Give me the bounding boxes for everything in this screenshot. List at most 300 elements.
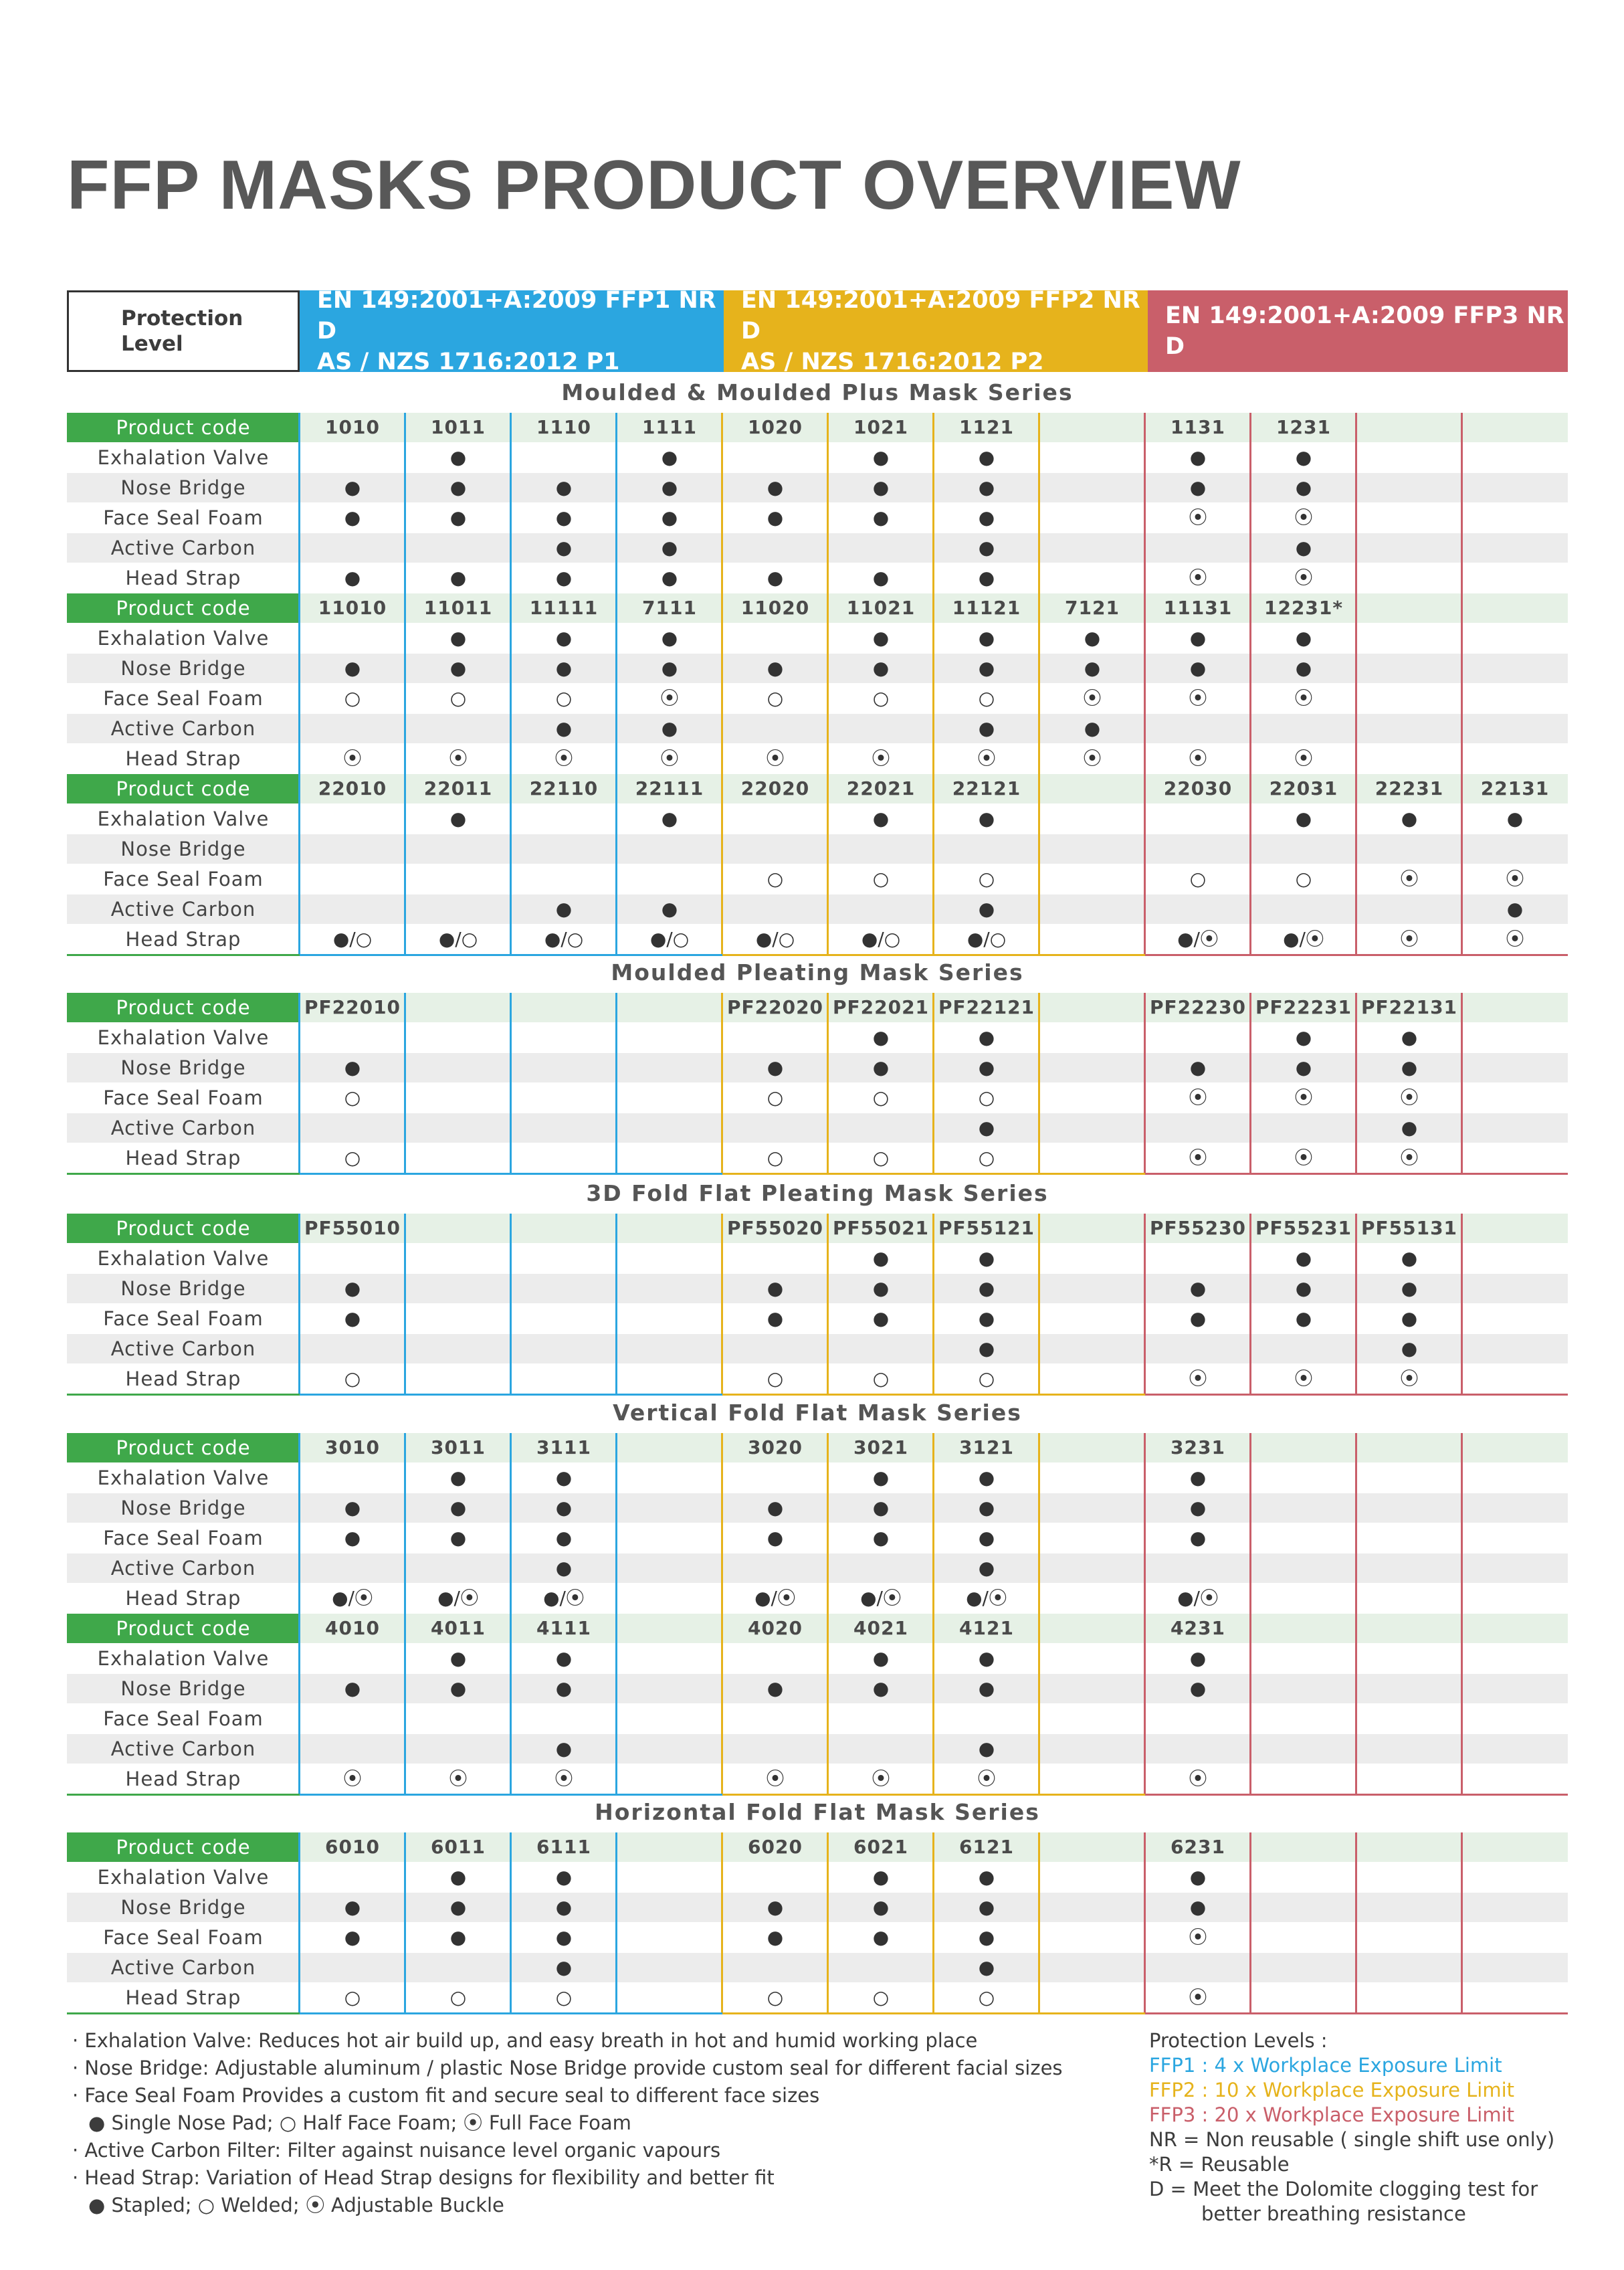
- column-divider: [615, 1433, 617, 1794]
- feature-cell: ●: [1189, 1497, 1207, 1519]
- product-code-row: [67, 1433, 1568, 1462]
- feature-cell: [1462, 1674, 1568, 1703]
- product-code-cell: 22020: [740, 777, 810, 799]
- product-code-cell: 6020: [748, 1836, 803, 1858]
- feature-cell: [1356, 533, 1462, 563]
- product-code-cell: 4010: [325, 1617, 380, 1639]
- feature-cell: ●: [1295, 1056, 1312, 1078]
- feature-cell: [1039, 1083, 1145, 1113]
- feature-cell: [300, 1553, 405, 1583]
- section-bottom-rule: [722, 1794, 1145, 1796]
- feature-cell: ⦿: [1399, 928, 1419, 950]
- feature-cell: ●: [1189, 1467, 1207, 1489]
- feature-cell: [1039, 533, 1145, 563]
- feature-cell: [1145, 1244, 1251, 1273]
- section-bottom-rule: [1145, 1173, 1568, 1175]
- product-code-cell: [1462, 1614, 1568, 1643]
- feature-cell: [300, 624, 405, 653]
- feature-cell: ●: [872, 1497, 890, 1519]
- feature-cell: ●: [555, 657, 573, 679]
- feature-cell: [405, 1143, 511, 1173]
- feature-cell: [1039, 1584, 1145, 1613]
- product-code-cell: PF55231: [1255, 1217, 1352, 1239]
- column-divider: [1144, 993, 1146, 1173]
- feature-cell: [617, 1764, 722, 1794]
- feature-cell: ●: [555, 476, 573, 498]
- feature-cell: ○: [449, 687, 467, 709]
- feature-cell: ●: [767, 476, 784, 498]
- feature-cell: [722, 1463, 828, 1493]
- feature-cell: ⦿: [554, 747, 573, 769]
- feature-cell: [511, 1113, 617, 1143]
- section-bottom-rule: [1145, 1794, 1568, 1796]
- feature-cell: ○: [555, 687, 573, 709]
- feature-cell: [1356, 1523, 1462, 1553]
- feature-cell: [617, 1553, 722, 1583]
- product-code-cell: 4121: [959, 1617, 1014, 1639]
- feature-cell: ●: [449, 1497, 467, 1519]
- product-code-cell: [1462, 593, 1568, 623]
- feature-row-active-carbon: [67, 1734, 1568, 1764]
- product-code-cell: [511, 993, 617, 1022]
- feature-cell: ⦿: [1294, 506, 1313, 529]
- feature-cell: [722, 1734, 828, 1764]
- page-title: FFP MASKS PRODUCT OVERVIEW: [67, 147, 1241, 224]
- feature-cell: [722, 714, 828, 743]
- product-code-cell: [1039, 1214, 1145, 1243]
- feature-cell: ●: [555, 1896, 573, 1918]
- feature-row-active-carbon: [67, 533, 1568, 563]
- feature-cell: [722, 1334, 828, 1363]
- feature-cell: [1356, 1584, 1462, 1613]
- product-code-cell: [617, 1832, 722, 1862]
- feature-cell: [405, 1334, 511, 1363]
- feature-row-exhalation-valve: [67, 443, 1568, 472]
- column-divider: [1355, 413, 1357, 954]
- note-active-carbon: · Active Carbon Filter: Filter against nuisance level organic vapours: [72, 2139, 721, 2162]
- section-bottom-rule: [300, 2012, 722, 2014]
- product-code-cell: 1111: [642, 416, 697, 438]
- product-code-row: [67, 993, 1568, 1022]
- feature-cell: [828, 834, 934, 864]
- feature-cell: ●: [1189, 446, 1207, 468]
- feature-cell: ○: [767, 1367, 784, 1390]
- product-code-cell: 22231: [1375, 777, 1444, 799]
- feature-cell: [1462, 654, 1568, 683]
- product-code-cell: 3011: [431, 1436, 486, 1458]
- feature-cell: ●/⦿: [332, 1587, 373, 1609]
- product-code-cell: [1356, 1433, 1462, 1462]
- feature-cell: ⦿: [871, 747, 890, 769]
- feature-cell: [1251, 1334, 1356, 1363]
- feature-cell: ●: [767, 1277, 784, 1299]
- product-code-cell: 6011: [431, 1836, 486, 1858]
- feature-cell: ●: [344, 1056, 361, 1078]
- column-divider: [1038, 1214, 1040, 1394]
- feature-label-head-strap: Head Strap: [125, 1986, 241, 2009]
- section-title-moulded-pleating-mask-series: Moulded Pleating Mask Series: [611, 959, 1024, 985]
- feature-cell: [1462, 1584, 1568, 1613]
- feature-cell: ●: [767, 1896, 784, 1918]
- feature-cell: ●: [872, 1056, 890, 1078]
- feature-cell: [617, 1523, 722, 1553]
- column-divider: [298, 993, 300, 1173]
- feature-cell: ●: [978, 1056, 995, 1078]
- feature-cell: ●: [555, 1737, 573, 1760]
- product-code-cell: [1462, 1433, 1568, 1462]
- feature-cell: ●: [1401, 1307, 1418, 1329]
- feature-cell: ●: [872, 1026, 890, 1048]
- feature-cell: [828, 1334, 934, 1363]
- feature-row-active-carbon: [67, 714, 1568, 743]
- feature-cell: ●: [1401, 1026, 1418, 1048]
- feature-cell: [722, 1553, 828, 1583]
- column-divider: [721, 413, 723, 954]
- ffp1-standard-line-1: EN 149:2001+A:2009 FFP1 NR D: [317, 287, 716, 345]
- feature-cell: ⦿: [1399, 1367, 1419, 1390]
- product-code-cell: 3231: [1171, 1436, 1225, 1458]
- section-bottom-rule: [722, 1394, 1145, 1396]
- column-divider: [615, 993, 617, 1173]
- feature-cell: ●: [449, 446, 467, 468]
- feature-cell: ●: [872, 1247, 890, 1269]
- feature-cell: ○: [872, 1367, 890, 1390]
- feature-label-exhalation-valve: Exhalation Valve: [97, 1866, 270, 1889]
- product-code-cell: [511, 1214, 617, 1243]
- column-divider: [1144, 1214, 1146, 1394]
- legend-ffp1: FFP1 : 4 x Workplace Exposure Limit: [1149, 2054, 1502, 2077]
- feature-cell: [617, 1463, 722, 1493]
- product-code-cell: [1462, 1214, 1568, 1243]
- feature-row-active-carbon: [67, 1953, 1568, 1982]
- feature-row-nose-bridge: [67, 1493, 1568, 1523]
- feature-cell: [617, 1244, 722, 1273]
- section-title-vertical-fold-flat-mask-series: Vertical Fold Flat Mask Series: [613, 1400, 1022, 1426]
- feature-label-head-strap: Head Strap: [125, 1587, 241, 1610]
- feature-cell: [300, 894, 405, 924]
- product-code-cell: PF22230: [1149, 996, 1247, 1018]
- feature-cell: ●: [1189, 1677, 1207, 1699]
- protection-level-line-2: Level: [121, 332, 183, 356]
- feature-cell: ○: [344, 1147, 361, 1169]
- feature-cell: ⦿: [765, 747, 785, 769]
- product-code-cell: PF55021: [832, 1217, 930, 1239]
- feature-cell: [617, 1674, 722, 1703]
- feature-label-nose-bridge: Nose Bridge: [120, 1277, 246, 1300]
- product-code-cell: 4011: [431, 1617, 486, 1639]
- feature-cell: ●: [978, 1956, 995, 1978]
- feature-cell: [300, 1244, 405, 1273]
- product-code-cell: 22111: [635, 777, 704, 799]
- column-divider: [827, 413, 829, 954]
- feature-cell: ○: [872, 1986, 890, 2008]
- section-bottom-rule: [1145, 954, 1568, 956]
- feature-cell: [1462, 1113, 1568, 1143]
- column-divider: [298, 1214, 300, 1394]
- column-divider: [1249, 1832, 1251, 2012]
- legend-title: Protection Levels :: [1149, 2029, 1328, 2052]
- feature-cell: [1462, 1764, 1568, 1794]
- feature-cell: ●: [661, 627, 678, 649]
- feature-cell: ⦿: [1188, 1367, 1207, 1390]
- feature-cell: ●: [978, 1527, 995, 1549]
- feature-cell: ●: [555, 1956, 573, 1978]
- feature-cell: [617, 1893, 722, 1922]
- feature-cell: [828, 1734, 934, 1764]
- column-divider: [615, 413, 617, 954]
- feature-row-face-seal-foam: [67, 684, 1568, 713]
- feature-cell: [1356, 1983, 1462, 2012]
- feature-cell: ●: [1295, 1277, 1312, 1299]
- product-code-cell: 6021: [853, 1836, 908, 1858]
- feature-label-head-strap: Head Strap: [125, 747, 241, 770]
- feature-cell: ●: [978, 1117, 995, 1139]
- feature-label-exhalation-valve: Exhalation Valve: [97, 1247, 270, 1270]
- feature-cell: [1356, 624, 1462, 653]
- feature-cell: ●/⦿: [437, 1587, 479, 1609]
- feature-label-nose-bridge: Nose Bridge: [120, 657, 246, 680]
- protection-level-line-1: Protection: [121, 306, 243, 330]
- product-code-cell: [617, 993, 722, 1022]
- feature-cell: [617, 1584, 722, 1613]
- column-divider: [1461, 413, 1463, 954]
- feature-cell: ⦿: [765, 1768, 785, 1790]
- feature-cell: [511, 1334, 617, 1363]
- section-bottom-rule: [722, 2012, 1145, 2014]
- feature-cell: ●: [1189, 627, 1207, 649]
- feature-cell: ●: [344, 1896, 361, 1918]
- feature-cell: [1039, 1953, 1145, 1982]
- feature-cell: ●: [1401, 1277, 1418, 1299]
- feature-cell: ⦿: [554, 1768, 573, 1790]
- feature-cell: ●: [1295, 1247, 1312, 1269]
- column-divider: [827, 993, 829, 1173]
- feature-cell: [1039, 503, 1145, 533]
- feature-cell: ●: [555, 627, 573, 649]
- feature-cell: [1145, 1704, 1251, 1733]
- product-code-cell: [1039, 774, 1145, 803]
- feature-cell: [1039, 1704, 1145, 1733]
- feature-row-face-seal-foam: [67, 503, 1568, 533]
- feature-cell: [1462, 443, 1568, 472]
- product-code-cell: 3111: [536, 1436, 591, 1458]
- section-bottom-rule: [67, 1394, 300, 1396]
- product-code-cell: 11121: [952, 597, 1021, 619]
- feature-row-head-strap: [67, 925, 1568, 954]
- feature-cell: ●: [872, 1866, 890, 1888]
- feature-cell: ●: [978, 717, 995, 739]
- column-divider: [721, 993, 723, 1173]
- feature-row-exhalation-valve: [67, 624, 1568, 653]
- feature-cell: [405, 1053, 511, 1082]
- feature-cell: [1462, 834, 1568, 864]
- product-code-row: [67, 413, 1568, 442]
- feature-cell: ●: [661, 506, 678, 529]
- feature-label-nose-bridge: Nose Bridge: [120, 838, 246, 860]
- feature-cell: ●: [767, 1497, 784, 1519]
- feature-cell: [511, 1274, 617, 1303]
- column-divider: [404, 1433, 406, 1794]
- feature-cell: [300, 714, 405, 743]
- feature-cell: [1356, 1644, 1462, 1673]
- feature-cell: [405, 1304, 511, 1333]
- column-divider: [932, 413, 934, 954]
- feature-row-head-strap: [67, 1983, 1568, 2012]
- feature-cell: [1462, 1244, 1568, 1273]
- product-code-cell: [1039, 1832, 1145, 1862]
- feature-cell: ●: [344, 1677, 361, 1699]
- feature-cell: ⦿: [1399, 1147, 1419, 1169]
- column-divider: [298, 1433, 300, 1794]
- feature-label-head-strap: Head Strap: [125, 567, 241, 589]
- feature-cell: ●: [872, 657, 890, 679]
- column-divider: [1355, 1433, 1357, 1794]
- product-code-cell: [405, 993, 511, 1022]
- feature-cell: [1356, 654, 1462, 683]
- feature-cell: ●: [555, 1497, 573, 1519]
- feature-cell: [1462, 1983, 1568, 2012]
- feature-cell: ●: [767, 1677, 784, 1699]
- feature-cell: ●: [555, 537, 573, 559]
- feature-cell: [722, 1953, 828, 1982]
- feature-cell: ●: [978, 446, 995, 468]
- product-code-cell: [1251, 1832, 1356, 1862]
- feature-row-exhalation-valve: [67, 1863, 1568, 1892]
- feature-cell: ●: [767, 1926, 784, 1948]
- feature-cell: [1039, 1734, 1145, 1764]
- column-divider: [1038, 1832, 1040, 2012]
- ffp1-header: [300, 287, 724, 375]
- note-exhalation-valve: · Exhalation Valve: Reduces hot air build up, and easy breath in hot and humid working place: [72, 2029, 978, 2052]
- feature-cell: [1356, 563, 1462, 593]
- product-code-cell: 3020: [748, 1436, 803, 1458]
- feature-cell: ⦿: [342, 1768, 362, 1790]
- feature-cell: [617, 1493, 722, 1523]
- note-face-seal-foam-key: ● Single Nose Pad; ○ Half Face Foam; ⦿ Full Face Foam: [88, 2111, 631, 2134]
- feature-cell: [722, 1023, 828, 1052]
- feature-cell: [828, 1953, 934, 1982]
- product-code-cell: 11011: [423, 597, 493, 619]
- feature-label-active-carbon: Active Carbon: [110, 1956, 256, 1979]
- feature-cell: [1145, 804, 1251, 834]
- feature-cell: [1356, 1493, 1462, 1523]
- ffp1-standard-line-2: AS / NZS 1716:2012 P1: [317, 349, 620, 375]
- feature-cell: ●: [449, 657, 467, 679]
- column-divider: [932, 1433, 934, 1794]
- feature-cell: ●: [449, 1467, 467, 1489]
- product-code-cell: PF22020: [726, 996, 824, 1018]
- feature-cell: [511, 1083, 617, 1113]
- column-divider: [1249, 1214, 1251, 1394]
- feature-cell: ●: [1401, 1056, 1418, 1078]
- feature-cell: [1039, 834, 1145, 864]
- feature-cell: [511, 834, 617, 864]
- feature-cell: ●: [1295, 657, 1312, 679]
- product-code-cell: PF55010: [304, 1217, 401, 1239]
- feature-label-nose-bridge: Nose Bridge: [120, 1056, 246, 1079]
- product-code-cell: 3010: [325, 1436, 380, 1458]
- product-code-row: [67, 1214, 1568, 1243]
- feature-cell: [1251, 1704, 1356, 1733]
- feature-cell: ●: [555, 898, 573, 920]
- feature-cell: ●: [1295, 476, 1312, 498]
- feature-row-nose-bridge: [67, 834, 1568, 864]
- feature-cell: [1462, 1553, 1568, 1583]
- product-code-label: Product code: [67, 413, 300, 442]
- feature-cell: [617, 1953, 722, 1982]
- feature-cell: [300, 443, 405, 472]
- feature-cell: [1462, 503, 1568, 533]
- product-code-label: Product code: [67, 993, 300, 1022]
- feature-cell: [300, 1463, 405, 1493]
- feature-cell: [1039, 1053, 1145, 1082]
- feature-cell: [511, 1364, 617, 1394]
- feature-cell: ●: [872, 808, 890, 830]
- legend-d: D = Meet the Dolomite clogging test for: [1149, 2178, 1538, 2200]
- product-code-cell: [617, 1614, 722, 1643]
- feature-cell: [1251, 1584, 1356, 1613]
- feature-cell: [1356, 744, 1462, 773]
- feature-label-exhalation-valve: Exhalation Valve: [97, 627, 270, 650]
- product-code-cell: [617, 1214, 722, 1243]
- product-code-cell: PF55230: [1149, 1217, 1247, 1239]
- product-code-cell: 11111: [529, 597, 599, 619]
- feature-cell: ●: [1401, 808, 1418, 830]
- feature-row-face-seal-foam: [67, 864, 1568, 894]
- feature-cell: ●/○: [755, 928, 795, 950]
- column-divider: [1144, 1832, 1146, 2012]
- feature-cell: [1145, 1334, 1251, 1363]
- feature-cell: [1039, 1893, 1145, 1922]
- feature-cell: [1462, 624, 1568, 653]
- feature-cell: ⦿: [1399, 1086, 1419, 1109]
- section-bottom-rule: [300, 1173, 722, 1175]
- note-nose-bridge: · Nose Bridge: Adjustable aluminum / plastic Nose Bridge provide custom seal for different facial sizes: [72, 2057, 1063, 2079]
- feature-cell: [1039, 563, 1145, 593]
- feature-cell: [1356, 503, 1462, 533]
- column-divider: [1355, 993, 1357, 1173]
- feature-cell: ⦿: [1188, 1147, 1207, 1169]
- section-bottom-rule: [300, 1794, 722, 1796]
- feature-cell: ○: [872, 1147, 890, 1169]
- feature-cell: [1251, 1523, 1356, 1553]
- feature-cell: ●: [872, 567, 890, 589]
- product-code-cell: 6231: [1171, 1836, 1225, 1858]
- feature-cell: [1145, 533, 1251, 563]
- feature-cell: ●: [1506, 808, 1524, 830]
- section-bottom-rule: [722, 954, 1145, 956]
- feature-row-head-strap: [67, 1364, 1568, 1394]
- feature-cell: ○: [872, 1086, 890, 1109]
- feature-row-head-strap: [67, 1764, 1568, 1794]
- feature-cell: [1039, 1863, 1145, 1892]
- feature-cell: ○: [767, 1147, 784, 1169]
- feature-label-face-seal-foam: Face Seal Foam: [103, 687, 264, 710]
- feature-cell: ○: [978, 868, 995, 890]
- product-code-cell: 6111: [536, 1836, 591, 1858]
- feature-cell: [1039, 1113, 1145, 1143]
- section-bottom-rule: [300, 1394, 722, 1396]
- feature-cell: ●: [978, 476, 995, 498]
- product-code-cell: 6010: [325, 1836, 380, 1858]
- column-divider: [827, 1433, 829, 1794]
- ffp3-header: [1148, 290, 1568, 372]
- column-divider: [1144, 413, 1146, 954]
- feature-cell: ●: [1401, 1337, 1418, 1359]
- feature-cell: [1251, 1463, 1356, 1493]
- legend-r: *R = Reusable: [1149, 2153, 1290, 2176]
- product-code-cell: 22110: [529, 777, 599, 799]
